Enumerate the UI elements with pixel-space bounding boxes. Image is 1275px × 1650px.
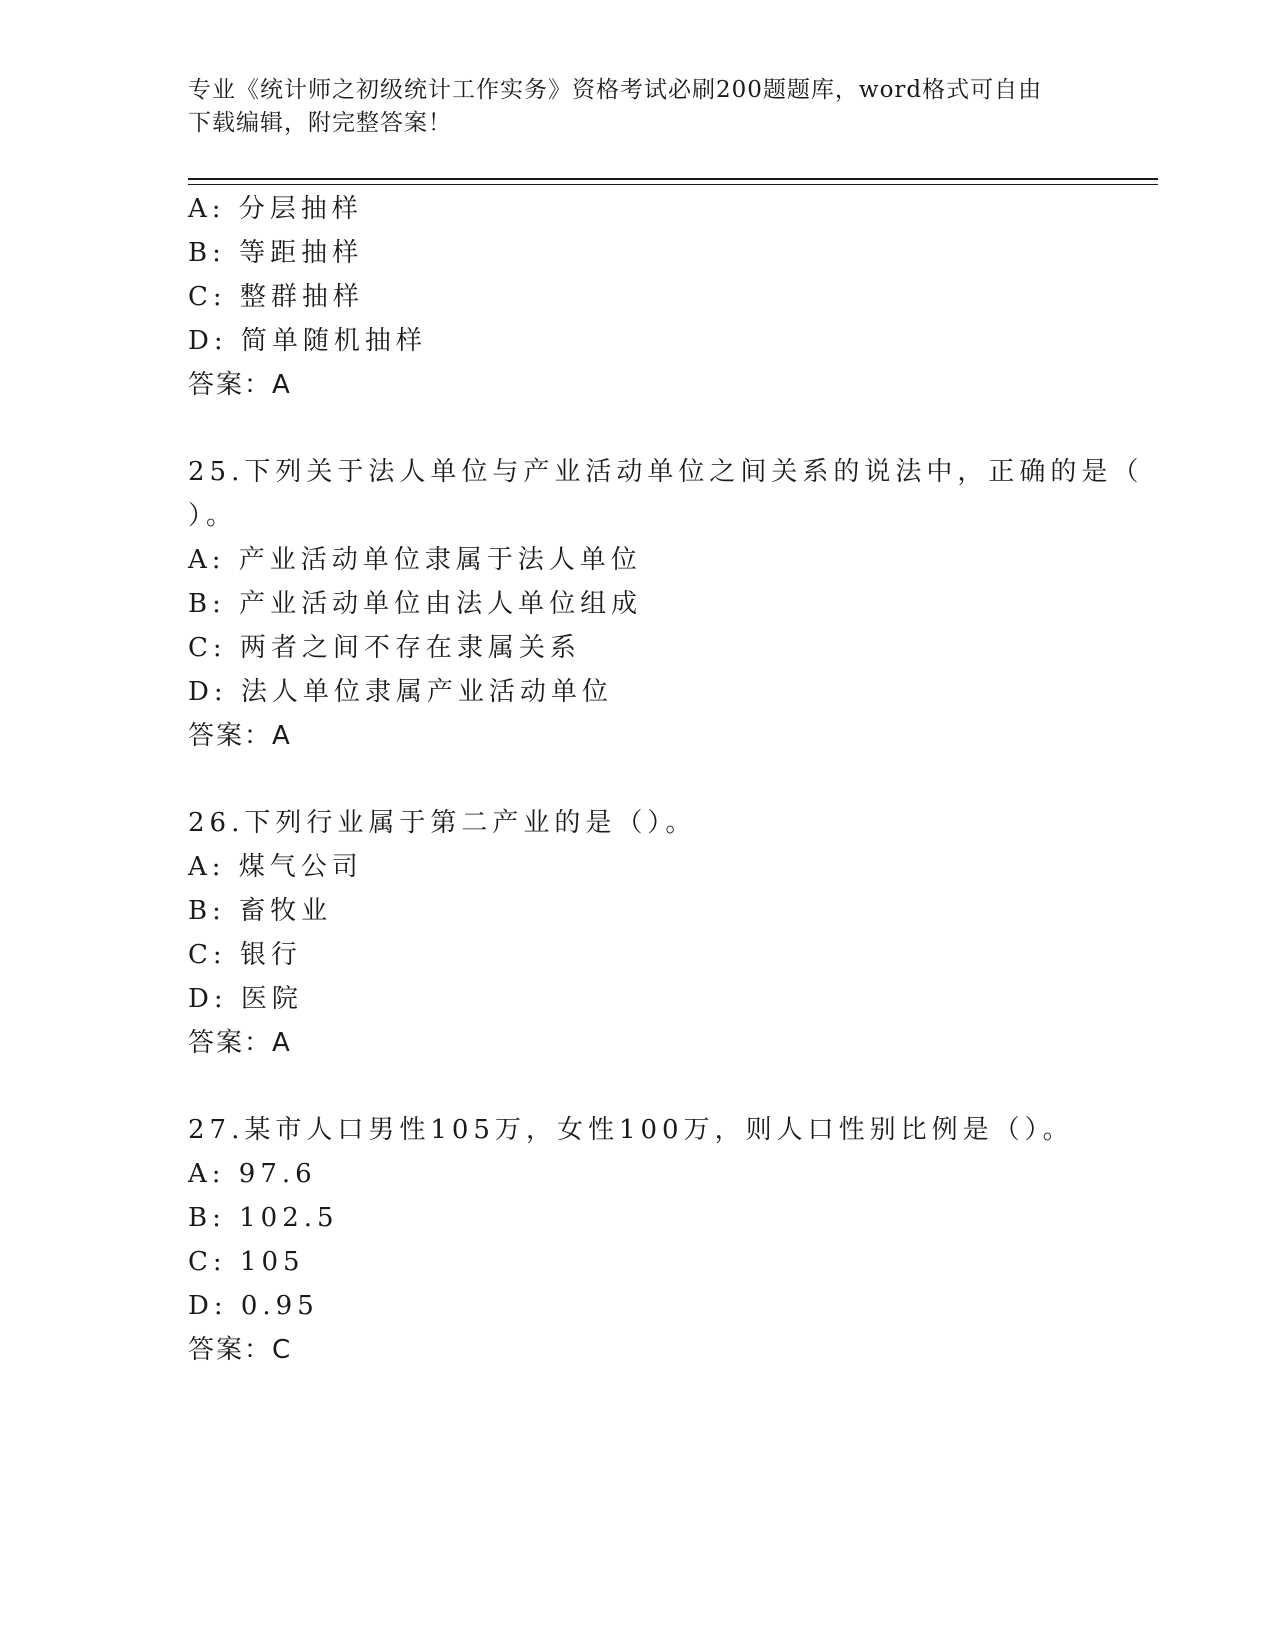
q26-stem-line-1: 26.下列行业属于第二产业的是（）。 bbox=[188, 808, 697, 838]
q25-option-d: D: 法人单位隶属产业活动单位 bbox=[188, 677, 613, 707]
q26-option-a: A: 煤气公司 bbox=[188, 852, 363, 882]
q27-option-d: D: 0.95 bbox=[188, 1291, 319, 1321]
header-rule-thin bbox=[188, 184, 1158, 185]
q26-option-d: D: 医院 bbox=[188, 984, 303, 1014]
q27-option-a: A: 97.6 bbox=[188, 1159, 317, 1189]
q25-answer: 答案：A bbox=[188, 721, 292, 751]
q26-answer: 答案：A bbox=[188, 1028, 292, 1058]
q24-option-d: D: 简单随机抽样 bbox=[188, 326, 427, 356]
q25-option-b: B: 产业活动单位由法人单位组成 bbox=[188, 589, 643, 619]
q25-option-c: C: 两者之间不存在隶属关系 bbox=[188, 633, 581, 663]
q24-option-c: C: 整群抽样 bbox=[188, 282, 364, 312]
q27-option-c: C: 105 bbox=[188, 1247, 305, 1277]
q25-option-a: A: 产业活动单位隶属于法人单位 bbox=[188, 545, 642, 575]
q25-stem-line-2: ）。 bbox=[188, 501, 238, 531]
header-rule-thick bbox=[188, 178, 1158, 180]
q24-answer: 答案：A bbox=[188, 370, 292, 400]
q26-option-b: B: 畜牧业 bbox=[188, 896, 333, 926]
document-header bbox=[188, 74, 1088, 140]
q27-option-b: B: 102.5 bbox=[188, 1203, 339, 1233]
q27-answer: 答案：C bbox=[188, 1335, 293, 1365]
header-line-2: 下载编辑，附完整答案！ bbox=[188, 110, 452, 136]
q27-stem-line-1: 27.某市人口男性105万，女性100万，则人口性别比例是（）。 bbox=[188, 1115, 1074, 1145]
q24-option-b: B: 等距抽样 bbox=[188, 238, 364, 268]
q24-option-a: A: 分层抽样 bbox=[188, 194, 363, 224]
q25-stem-line-1: 25.下列关于法人单位与产业活动单位之间关系的说法中，正确的是（ bbox=[188, 457, 1144, 487]
q26-option-c: C: 银行 bbox=[188, 940, 302, 970]
header-line-1: 专业《统计师之初级统计工作实务》资格考试必刷200题题库，word格式可自由 bbox=[188, 77, 1043, 103]
